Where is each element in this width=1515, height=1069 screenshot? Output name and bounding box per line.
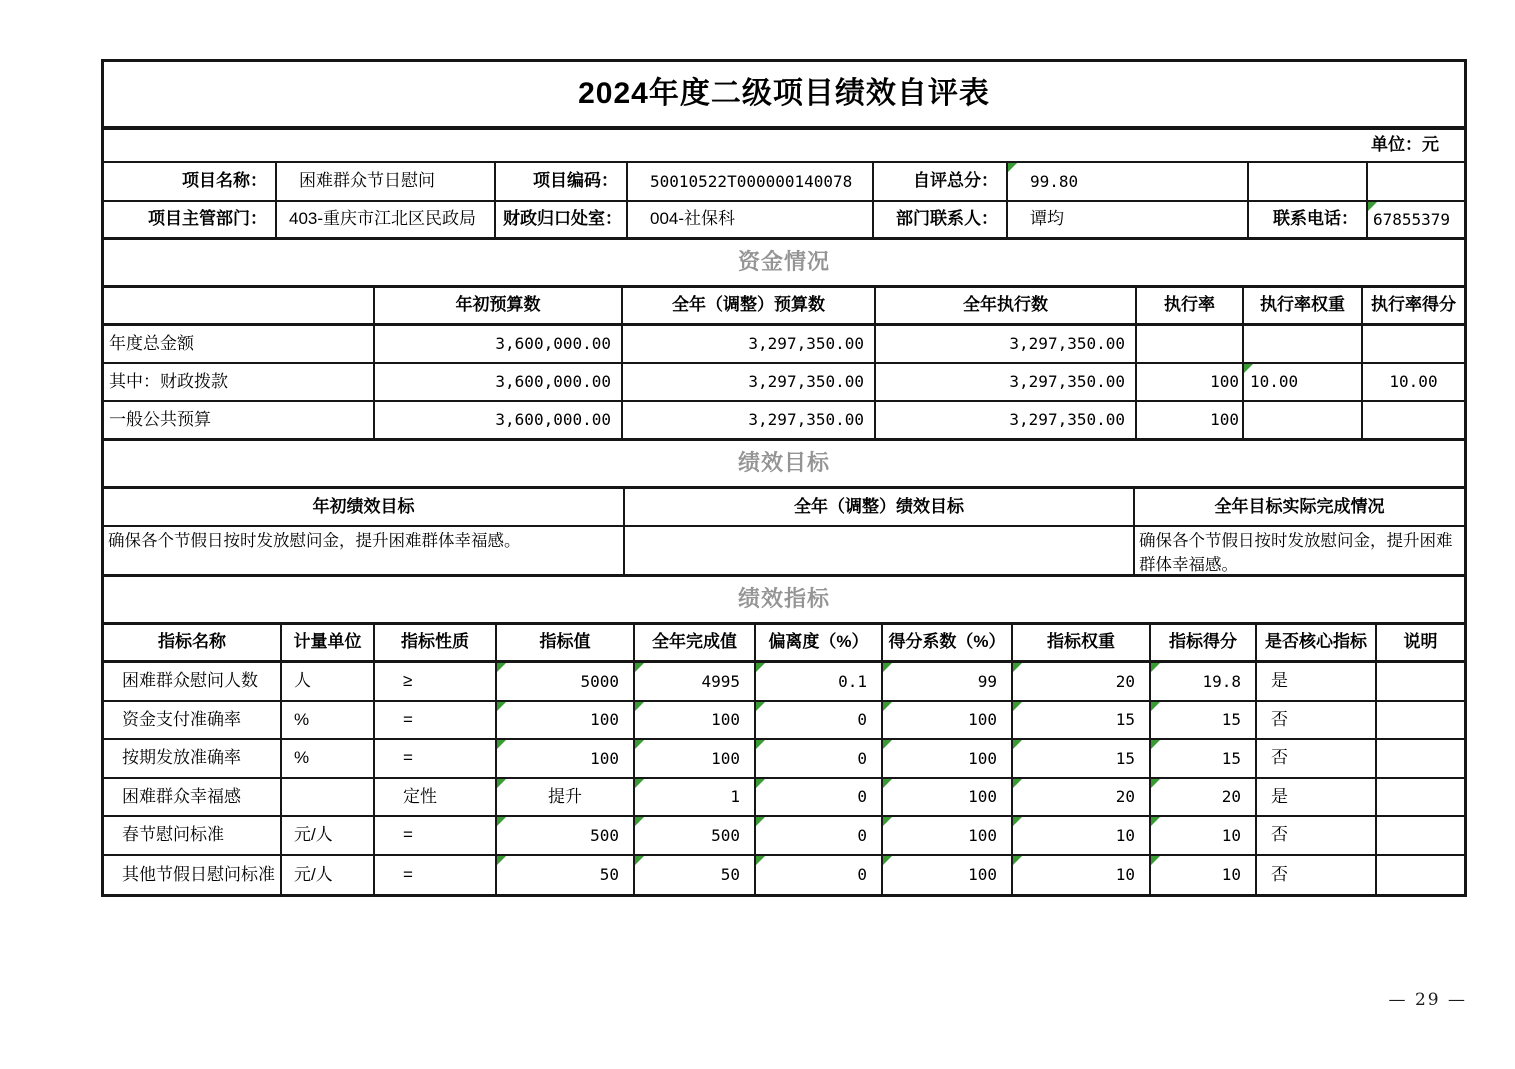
error-flag-icon	[497, 702, 506, 711]
actual-text: 100	[711, 748, 740, 768]
col-adjusted-goal: 全年（调整）绩效目标	[625, 489, 1135, 525]
col-deviation: 偏离度（%）	[756, 625, 883, 660]
is-core: 否	[1257, 740, 1377, 777]
col-core: 是否核心指标	[1257, 625, 1377, 660]
error-flag-icon	[1151, 779, 1160, 788]
error-flag-icon	[1013, 856, 1022, 865]
actual-value	[635, 817, 756, 854]
nature: ≥	[375, 663, 497, 700]
funding-section-title: 资金情况	[737, 249, 830, 275]
target-text: 50	[599, 865, 619, 885]
page-number: — 29 —	[1388, 990, 1467, 1010]
error-flag-icon	[1013, 663, 1022, 672]
actual-text: 4995	[701, 671, 740, 691]
col-actual-value: 全年完成值	[635, 625, 756, 660]
score	[1151, 740, 1257, 777]
measure-unit	[282, 779, 375, 815]
info-row-2	[104, 202, 1464, 240]
executed-amount: 3,297,350.00	[876, 364, 1137, 400]
nature: =	[375, 817, 497, 854]
error-flag-icon	[1013, 817, 1022, 826]
actual-value	[635, 856, 756, 894]
indicator-name: 困难群众幸福感	[104, 779, 282, 815]
note	[1377, 856, 1464, 894]
rate-score	[1363, 326, 1464, 362]
deviation-text: 0	[857, 748, 867, 768]
weight	[1013, 817, 1151, 854]
error-flag-icon	[1151, 663, 1160, 672]
col-weight: 指标权重	[1013, 625, 1151, 660]
error-flag-icon	[1151, 817, 1160, 826]
indicator-name: 其他节假日慰问标准	[104, 856, 282, 894]
contact-label: 部门联系人：	[874, 202, 1008, 237]
funding-row-label: 其中：财政拨款	[104, 364, 375, 400]
error-flag-icon	[883, 740, 892, 749]
indicator-row	[104, 856, 1464, 894]
coefficient-text: 100	[968, 865, 997, 885]
note	[1377, 779, 1464, 815]
adjusted-goal-text	[625, 527, 1135, 574]
actual-value	[635, 702, 756, 738]
target-value	[497, 702, 635, 738]
goals-section-title: 绩效目标	[737, 450, 830, 476]
score	[1151, 817, 1257, 854]
error-flag-icon	[883, 856, 892, 865]
deviation	[756, 663, 883, 700]
error-flag-icon	[1368, 202, 1377, 211]
col-executed: 全年执行数	[876, 288, 1137, 323]
measure-unit: 元/人	[282, 856, 375, 894]
coefficient	[883, 779, 1013, 815]
initial-budget: 3,600,000.00	[375, 402, 623, 438]
actual-text: 100	[711, 710, 740, 730]
nature: =	[375, 856, 497, 894]
initial-budget: 3,600,000.00	[375, 326, 623, 362]
indicator-name: 困难群众慰问人数	[104, 663, 282, 700]
col-indicator-name: 指标名称	[104, 625, 282, 660]
funding-section-row	[104, 240, 1464, 288]
self-score-text: 99.80	[1030, 171, 1079, 191]
error-flag-icon	[635, 817, 644, 826]
error-flag-icon	[497, 740, 506, 749]
coefficient	[883, 856, 1013, 894]
score	[1151, 779, 1257, 815]
target-text: 5000	[580, 671, 619, 691]
actual-goal-text: 确保各个节假日按时发放慰问金，提升困难群体幸福感。	[1139, 532, 1453, 574]
note	[1377, 740, 1464, 777]
nature: =	[375, 702, 497, 738]
is-core: 否	[1257, 702, 1377, 738]
error-flag-icon	[635, 702, 644, 711]
coefficient	[883, 817, 1013, 854]
actual-value	[635, 663, 756, 700]
dept-label: 项目主管部门：	[104, 202, 277, 237]
page-title: 2024年度二级项目绩效自评表	[578, 77, 990, 110]
indicator-row	[104, 779, 1464, 817]
funding-row-public	[104, 402, 1464, 441]
indicator-row	[104, 702, 1464, 740]
score-text: 20	[1221, 787, 1241, 807]
goals-header-row	[104, 489, 1464, 527]
finance-office-label: 财政归口处室：	[496, 202, 628, 237]
col-coefficient: 得分系数（%）	[883, 625, 1013, 660]
measure-unit: %	[282, 702, 375, 738]
col-initial-budget: 年初预算数	[375, 288, 623, 323]
unit-row	[104, 130, 1464, 163]
coefficient	[883, 663, 1013, 700]
error-flag-icon	[635, 740, 644, 749]
funding-row-label: 一般公共预算	[104, 402, 375, 438]
exec-rate: 100	[1137, 364, 1244, 400]
col-target-value: 指标值	[497, 625, 635, 660]
weight	[1013, 779, 1151, 815]
deviation	[756, 702, 883, 738]
title-row	[104, 62, 1464, 130]
coefficient-text: 100	[968, 787, 997, 807]
actual-text: 50	[720, 865, 740, 885]
error-flag-icon	[1013, 740, 1022, 749]
error-flag-icon	[497, 663, 506, 672]
dept-value: 403-重庆市江北区民政局	[277, 202, 496, 237]
error-flag-icon	[756, 779, 765, 788]
target-value	[497, 779, 635, 815]
error-flag-icon	[756, 817, 765, 826]
weight	[1013, 702, 1151, 738]
error-flag-icon	[635, 856, 644, 865]
self-evaluation-form	[101, 59, 1467, 897]
score	[1151, 856, 1257, 894]
target-text: 100	[590, 710, 619, 730]
deviation	[756, 779, 883, 815]
target-value	[497, 663, 635, 700]
weight-text: 20	[1115, 787, 1135, 807]
deviation	[756, 817, 883, 854]
score-text: 10	[1221, 825, 1241, 845]
exec-rate	[1137, 326, 1244, 362]
col-adjusted-budget: 全年（调整）预算数	[623, 288, 876, 323]
error-flag-icon	[1008, 163, 1017, 172]
actual-value	[635, 740, 756, 777]
project-name-value: 困难群众节日慰问	[277, 163, 496, 200]
self-score-label: 自评总分：	[874, 163, 1008, 200]
indicators-section-title: 绩效指标	[737, 586, 830, 612]
adjusted-budget: 3,297,350.00	[623, 364, 876, 400]
exec-rate: 100	[1137, 402, 1244, 438]
indicator-row	[104, 663, 1464, 702]
col-score: 指标得分	[1151, 625, 1257, 660]
phone-text: 67855379	[1373, 209, 1451, 229]
project-name-label: 项目名称：	[104, 163, 277, 200]
score-text: 15	[1221, 710, 1241, 730]
score	[1151, 702, 1257, 738]
rate-score	[1363, 402, 1464, 438]
error-flag-icon	[883, 779, 892, 788]
measure-unit: %	[282, 740, 375, 777]
initial-budget: 3,600,000.00	[375, 364, 623, 400]
coefficient-text: 100	[968, 748, 997, 768]
col-exec-rate: 执行率	[1137, 288, 1244, 323]
col-rate-score: 执行率得分	[1371, 295, 1456, 315]
contact-value: 谭均	[1008, 202, 1249, 237]
adjusted-budget: 3,297,350.00	[623, 326, 876, 362]
error-flag-icon	[883, 702, 892, 711]
error-flag-icon	[756, 856, 765, 865]
deviation-text: 0	[857, 825, 867, 845]
deviation-text: 0	[857, 865, 867, 885]
measure-unit: 人	[282, 663, 375, 700]
deviation-text: 0.1	[838, 671, 867, 691]
coefficient	[883, 740, 1013, 777]
phone-value	[1368, 202, 1464, 237]
indicator-row	[104, 817, 1464, 856]
goals-section-row	[104, 441, 1464, 489]
empty-header	[104, 288, 375, 323]
error-flag-icon	[1151, 856, 1160, 865]
target-value	[497, 856, 635, 894]
phone-label: 联系电话：	[1249, 202, 1368, 237]
funding-row-label: 年度总金额	[104, 326, 375, 362]
finance-office-value: 004-社保科	[628, 202, 874, 237]
score-text: 19.8	[1202, 671, 1241, 691]
error-flag-icon	[883, 663, 892, 672]
is-core: 否	[1257, 856, 1377, 894]
deviation-text: 0	[857, 710, 867, 730]
weight-text: 10	[1115, 825, 1135, 845]
target-text: 提升	[548, 786, 582, 806]
error-flag-icon	[497, 817, 506, 826]
error-flag-icon	[756, 740, 765, 749]
note	[1377, 702, 1464, 738]
funding-row-total	[104, 326, 1464, 364]
col-nature: 指标性质	[375, 625, 497, 660]
note	[1377, 817, 1464, 854]
weight-text: 15	[1115, 748, 1135, 768]
actual-text: 500	[711, 825, 740, 845]
funding-header-row	[104, 288, 1464, 326]
goals-content-row	[104, 527, 1464, 577]
rate-weight-text: 10.00	[1250, 372, 1299, 392]
actual-text: 1	[730, 787, 740, 807]
weight	[1013, 740, 1151, 777]
indicator-name: 资金支付准确率	[104, 702, 282, 738]
self-score-value	[1008, 163, 1249, 200]
coefficient-text: 99	[977, 671, 997, 691]
executed-amount: 3,297,350.00	[876, 402, 1137, 438]
deviation	[756, 856, 883, 894]
empty-cell	[1368, 163, 1464, 200]
nature: =	[375, 740, 497, 777]
error-flag-icon	[635, 779, 644, 788]
executed-amount: 3,297,350.00	[876, 326, 1137, 362]
score-text: 10	[1221, 865, 1241, 885]
indicators-header-row	[104, 625, 1464, 663]
is-core: 是	[1257, 779, 1377, 815]
weight-text: 10	[1115, 865, 1135, 885]
weight	[1013, 856, 1151, 894]
funding-row-fiscal	[104, 364, 1464, 402]
target-value	[497, 740, 635, 777]
error-flag-icon	[497, 856, 506, 865]
indicator-name: 春节慰问标准	[104, 817, 282, 854]
error-flag-icon	[497, 779, 506, 788]
target-value	[497, 817, 635, 854]
project-code-label: 项目编码：	[496, 163, 628, 200]
col-actual-goal: 全年目标实际完成情况	[1214, 496, 1385, 516]
unit-note: 单位：元	[1371, 135, 1439, 155]
note	[1377, 663, 1464, 700]
target-text: 100	[590, 748, 619, 768]
col-rate-weight: 执行率权重	[1244, 288, 1363, 323]
coefficient-text: 100	[968, 825, 997, 845]
weight	[1013, 663, 1151, 700]
deviation	[756, 740, 883, 777]
rate-weight	[1244, 364, 1363, 400]
score	[1151, 663, 1257, 700]
col-measure-unit: 计量单位	[282, 625, 375, 660]
coefficient-text: 100	[968, 710, 997, 730]
measure-unit: 元/人	[282, 817, 375, 854]
is-core: 否	[1257, 817, 1377, 854]
col-note: 说明	[1403, 632, 1438, 652]
coefficient	[883, 702, 1013, 738]
col-initial-goal: 年初绩效目标	[104, 489, 625, 525]
error-flag-icon	[1151, 702, 1160, 711]
rate-score: 10.00	[1389, 372, 1438, 392]
error-flag-icon	[1013, 779, 1022, 788]
error-flag-icon	[1013, 702, 1022, 711]
rate-weight	[1244, 326, 1363, 362]
error-flag-icon	[1151, 740, 1160, 749]
score-text: 15	[1221, 748, 1241, 768]
is-core: 是	[1257, 663, 1377, 700]
error-flag-icon	[635, 663, 644, 672]
info-row-1	[104, 163, 1464, 202]
project-code-value: 50010522T000000140078	[628, 163, 874, 200]
indicators-section-row	[104, 577, 1464, 625]
error-flag-icon	[756, 702, 765, 711]
error-flag-icon	[883, 817, 892, 826]
indicator-name: 按期发放准确率	[104, 740, 282, 777]
deviation-text: 0	[857, 787, 867, 807]
weight-text: 15	[1115, 710, 1135, 730]
initial-goal-text: 确保各个节假日按时发放慰问金，提升困难群体幸福感。	[104, 527, 625, 574]
rate-weight	[1244, 402, 1363, 438]
error-flag-icon	[756, 663, 765, 672]
empty-cell	[1249, 163, 1368, 200]
weight-text: 20	[1115, 671, 1135, 691]
adjusted-budget: 3,297,350.00	[623, 402, 876, 438]
error-flag-icon	[1244, 364, 1253, 373]
nature: 定性	[375, 779, 497, 815]
indicator-row	[104, 740, 1464, 779]
actual-value	[635, 779, 756, 815]
target-text: 500	[590, 825, 619, 845]
